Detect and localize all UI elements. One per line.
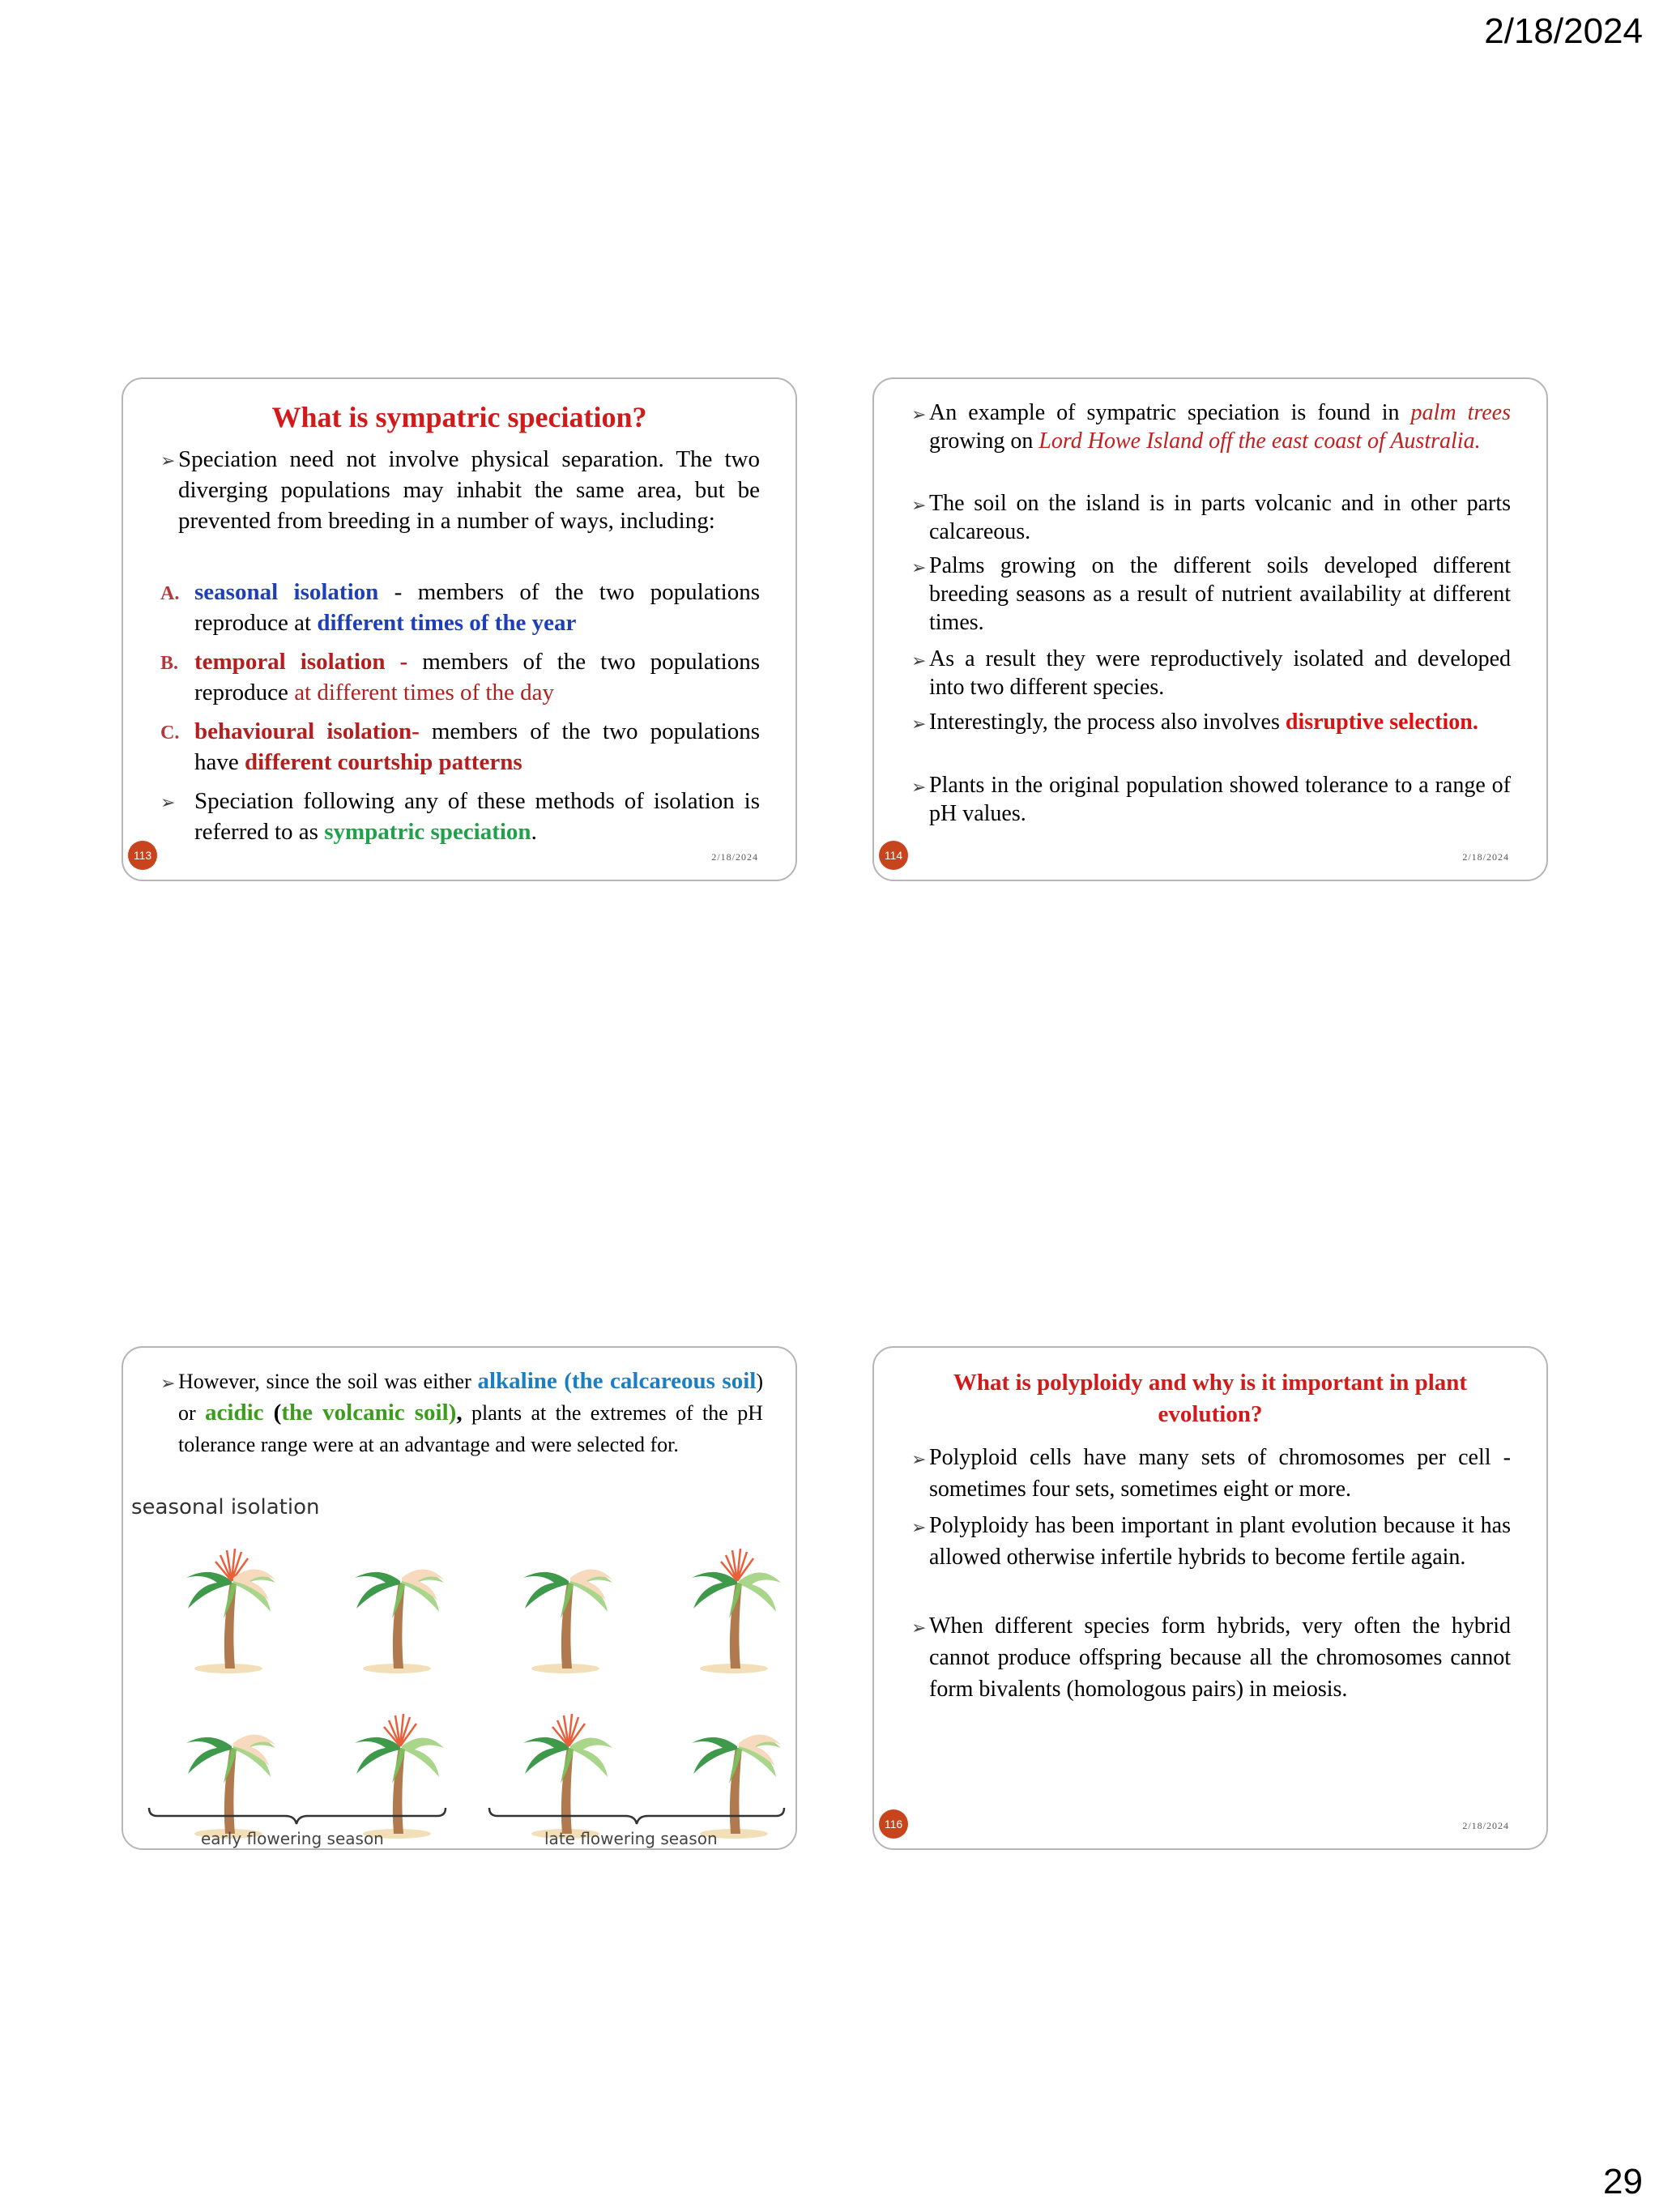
bullet-1: ➢ An example of sympatric speciation is found in palm trees growing on Lord Howe Island off the east coast of Australia. (911, 400, 1511, 454)
slide-title: What is polyploidy and why is it important in plant evolution? (953, 1370, 1468, 1427)
palm-tree-7 (523, 1714, 612, 1839)
bullet-4: ➢ As a result they were reproductively isolated and developed into two different species. (911, 646, 1511, 700)
bullet-3: ➢ When different species form hybrids, very often the hybrid cannot produce offspring because all the chromosomes cannot form bivalents (homologous pairs) in meiosis. (911, 1613, 1511, 1702)
palm-tree-5 (186, 1734, 275, 1839)
bullet-5: ➢ Interestingly, the process also involves disruptive selection. (911, 708, 1511, 736)
slide-116 (872, 1346, 1548, 1850)
arrow-bullet-icon: ➢ (911, 495, 927, 515)
palm-tree-8 (692, 1734, 781, 1839)
arrow-bullet-icon: ➢ (160, 1373, 176, 1393)
slide-number-badge: 114 (879, 841, 908, 870)
arrow-bullet-icon: ➢ (160, 792, 176, 812)
bullet-6: ➢ Plants in the original population showed tolerance to a range of pH values. (911, 773, 1511, 826)
slide-date: 2/18/2024 (1462, 1820, 1509, 1831)
palm-illustration (123, 1492, 797, 1850)
list-item-c: C. behavioural isolation- members of the two populations have different courtship patterns (160, 718, 760, 775)
slide-number-badge: 113 (128, 841, 157, 870)
arrow-bullet-icon: ➢ (911, 714, 927, 734)
slide-title: What is sympatric speciation? (271, 401, 647, 433)
slide-date: 2/18/2024 (711, 851, 758, 863)
list-item-b: B. temporal isolation - members of the two populations reproduce at different times of the day (160, 649, 760, 705)
arrow-bullet-icon: ➢ (911, 650, 927, 671)
list-item-a: A. seasonal isolation - members of the two populations reproduce at different times of the year (160, 579, 760, 636)
arrow-bullet-icon: ➢ (911, 557, 927, 578)
diagram-title: seasonal isolation (131, 1495, 320, 1519)
header-date: 2/18/2024 (1484, 11, 1643, 51)
arrow-bullet-icon: ➢ (911, 777, 927, 797)
bullet-1: ➢ Polyploid cells have many sets of chromosomes per cell - sometimes four sets, sometimes eight or more. (911, 1445, 1511, 1502)
bullet-1: ➢ However, since the soil was either alkaline (the calcareous soil) or acidic (the volcanic soil), plants at the extremes of the pH tolerance range were at an advantage and were selected for. (160, 1368, 764, 1456)
palm-tree-6 (355, 1714, 444, 1839)
arrow-bullet-icon: ➢ (911, 1449, 927, 1469)
intro-bullet: ➢ Speciation need not involve physical separation. The two diverging populations may inhabit the same area, but be prevented from breeding in a number of ways, including: (160, 446, 760, 534)
bullet-3: ➢ Palms growing on the different soils developed different breeding seasons as a result of nutrient availability at different times. (911, 553, 1511, 635)
palm-tree-3 (523, 1569, 612, 1673)
conclusion-bullet: ➢ Speciation following any of these methods of isolation is referred to as sympatric speciation. (160, 788, 760, 845)
slide-114 (872, 377, 1548, 881)
caption-early: early flowering season (201, 1829, 384, 1848)
page-number: 29 (1603, 2162, 1643, 2201)
brace-late (489, 1808, 784, 1824)
slide-115 (122, 1346, 797, 1850)
arrow-bullet-icon: ➢ (160, 450, 176, 471)
caption-late: late flowering season (544, 1829, 718, 1848)
bullet-2: ➢ Polyploidy has been important in plant evolution because it has allowed otherwise infertile hybrids to become fertile again. (911, 1513, 1511, 1570)
bullet-2: ➢ The soil on the island is in parts volcanic and in other parts calcareous. (911, 491, 1511, 544)
palm-tree-1 (186, 1549, 275, 1673)
slide-date: 2/18/2024 (1462, 851, 1509, 863)
arrow-bullet-icon: ➢ (911, 1517, 927, 1537)
palm-tree-4 (692, 1549, 781, 1673)
palm-tree-2 (355, 1569, 444, 1673)
arrow-bullet-icon: ➢ (911, 404, 927, 424)
arrow-bullet-icon: ➢ (911, 1617, 927, 1638)
slide-113 (122, 377, 797, 881)
seasonal-isolation-diagram (123, 1492, 797, 1850)
slide-number-badge: 116 (879, 1809, 908, 1839)
